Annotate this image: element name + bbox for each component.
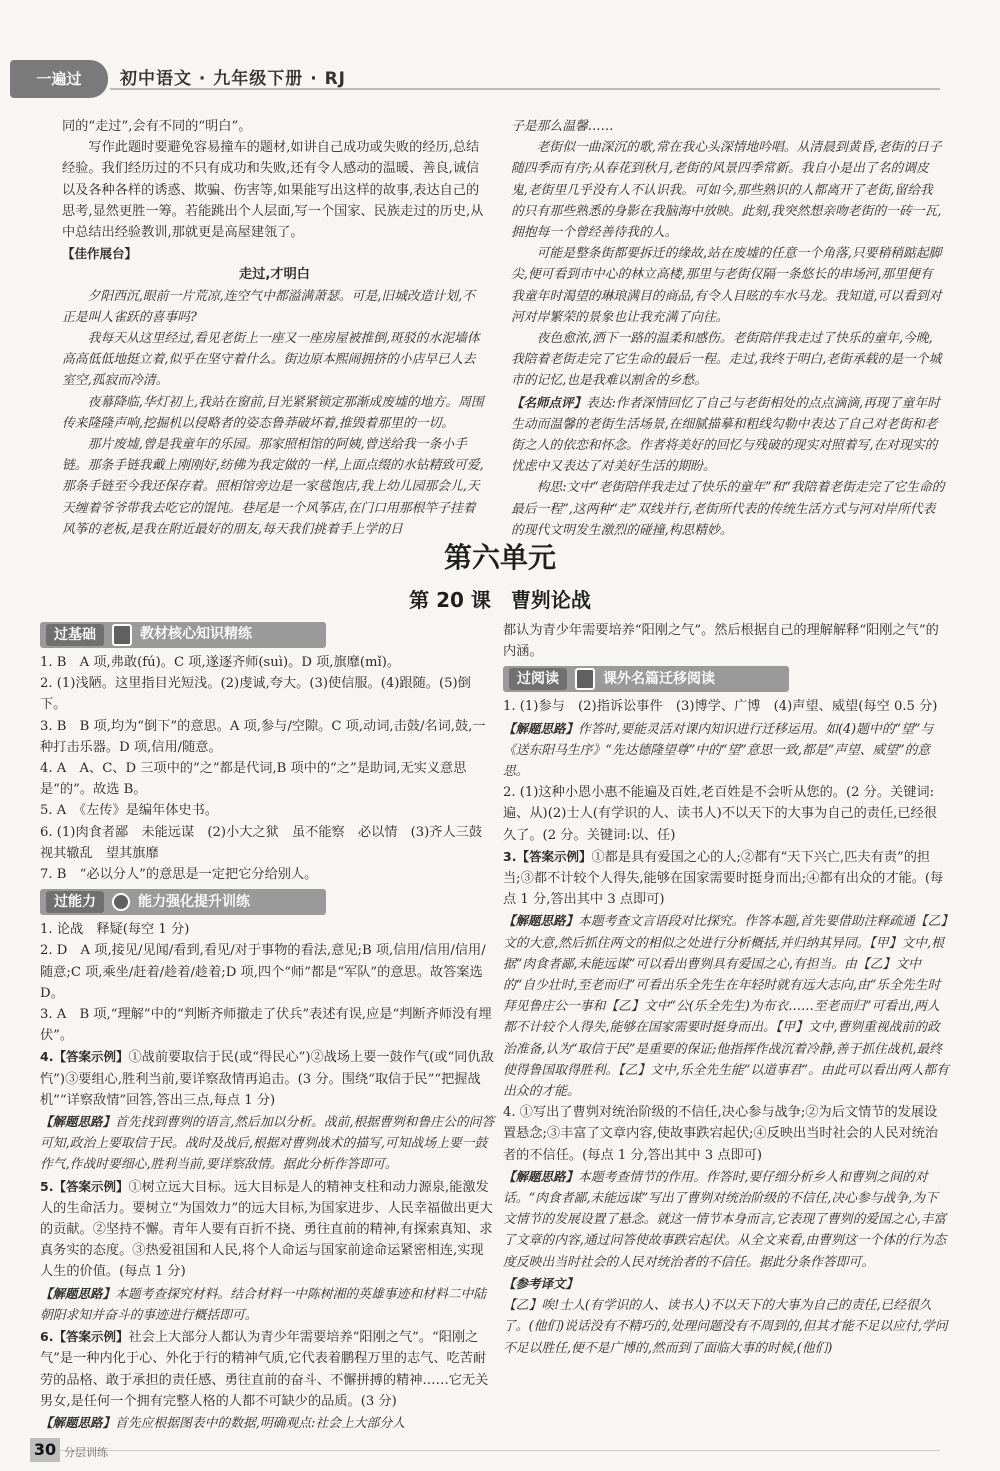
tip: 首先找到曹刿的语言,然后加以分析。战前,根据曹刿和鲁庄公的问答可知,政治上要取信于民。战时及战后,根据对曹刿战术的描写,可知战场上要一鼓作气,作战时要细心,胜利当前,要详察敌情。据此分析作答即可。: [40, 1115, 495, 1173]
paragraph: 老街似一曲深沉的歌,常在我心头深情地吟唱。从清晨到黄昏,老街的日子随四季而有序;从春花到秋月,老街的风景四季常新。我自小是出了名的调皮鬼,老街里几乎没有人不认识我。可如今,那些熟识的人都离开了老街,留给我的只有那些熟悉的身影在我脑海中放映。此刻,我突然想亲吻老街的一砖一瓦,拥抱每一个曾经善待我的人。: [511, 140, 942, 241]
lesson-title: 第 20 课 曹刿论战: [409, 588, 591, 612]
answers-right-column: [503, 620, 950, 1359]
answer-label: 3.【答案示例】: [503, 848, 592, 864]
section-heading: 课外名篇迁移阅读: [603, 670, 715, 687]
page-header: [0, 0, 1000, 112]
paragraph: 表达:作者深情回忆了自己与老街相处的点点滴滴,再现了童年时生动而温馨的老街生活场景,在细腻描摹和粗线勾勒中表达了自己对老街和老街之人的依恋和怀念。作者将美好的回忆与残破的现实对照着写,在对现实的忧虑中又表达了对美好生活的期盼。: [511, 395, 940, 475]
tip-label: 【解题思路】: [40, 1414, 116, 1430]
answer: 2. (1)这种小恩小惠不能遍及百姓,老百姓是不会听从您的。(2 分。关键词:遍、从)(2)士人(有学识的人、读书人)不以天下的大事为自己的责任,已经很久了。(2 分。关键词:以、任): [503, 785, 937, 843]
answer: 7. B “必以分人”的意思是一定把它分给别人。: [40, 867, 318, 883]
answer: 6. (1)肉食者鄙 未能远谋 (2)小大之狱 虽不能察 必以情 (3)齐人三鼓 视其辙乱 望其旗靡: [40, 824, 496, 861]
section-label: 【佳作展台】: [62, 246, 138, 262]
paragraph: 夜色愈浓,洒下一路的温柔和感伤。老街陪伴我走过了快乐的童年,今晚,我陪着老街走完了它生命的最后一程。走过,我终于明白,老街承载的是一个城市的记忆,也是我难以割舍的乡愁。: [511, 331, 942, 389]
tip: 作答时,要能灵活对课内知识进行迁移运用。如(4)题中的“望”与《送东阳马生序》“先达德隆望尊”中的“望”意思一致,都是“声望、威望”的意思。: [503, 721, 934, 780]
answer: 1. 论战 释疑(每空 1 分): [40, 922, 190, 938]
tip-label: 【解题思路】: [40, 1114, 116, 1130]
translation-label: 【参考译文】: [503, 1275, 579, 1291]
section-heading: 能力强化提升训练: [138, 893, 250, 910]
essay-guide-column: [62, 116, 487, 540]
book-title: 初中语文 · 九年级下册 · RJ: [120, 69, 347, 89]
answer: 3. B B 项,均为“倒下”的意思。A 项,参与/空隙。C 项,动词,击鼓/名词,鼓,一种打击乐器。D 项,信用/随意。: [40, 718, 486, 755]
brand-logo: 一遍过: [10, 60, 108, 98]
answer-label: 6.【答案示例】: [40, 1329, 129, 1345]
translation: 【乙】唉!士人(有学识的人、读书人)不以天下的大事为自己的责任,已经很久了。(他们)说话没有不精巧的,处理问题没有不周到的,但其才能不足以应付,学问不足以胜任,便不是广博的,然而到了面临大事的时候,(他们): [503, 1298, 948, 1356]
answer: 1. B A 项,弗敢(fú)。C 项,遂逐齐师(suì)。D 项,旗靡(mǐ)。: [40, 655, 401, 670]
notebook-icon: [112, 624, 132, 646]
paragraph: 同的“走过”,会有不同的“明白”。: [62, 119, 252, 134]
paragraph: 那片废墟,曾是我童年的乐园。那家照相馆的阿姨,曾送给我一条小手链。那条手链我戴上刚刚好,纺佛为我定做的一样,上面点缀的水钻精致可爱,那条手链至今我还保存着。照相馆旁边是一家毯饱店,我上幼儿园那会儿,天天缠着爷爷带我去吃它的馄饨。巷尾是一个风筝店,在门口用那根竿子挂着风筝的老板,是我在附近最好的朋友,每天我们挑着手上学的日: [62, 437, 484, 537]
page-number: 30: [30, 1438, 60, 1462]
essay-continued-column: [511, 116, 945, 541]
answer: ①树立远大目标。远大目标是人的精神支柱和动力源泉,能激发人的生命活力。要树立“为国效力”的远大目标,为国家进步、人民幸福做出更大的贡献。②坚持不懈。青年人要有百折不挠、勇往直前的精神,有探索真知、求真务实的态度。③热爱祖国和人民,将个人命运与国家前途命运紧密相连,实现人生的价值。(每点 1 分): [40, 1179, 493, 1280]
footer-rule: [60, 1450, 940, 1451]
answer: 2. D A 项,接见/见闻/看到,看见/对于事物的看法,意见;B 项,信用/信用/信用/随意;C 项,乘坐/赶着/趁着/趁着;D 项,四个“师”都是“军队”的意思。故答案选 D。: [40, 943, 486, 1001]
answer: 5. A 《左传》是编年体史书。: [40, 803, 218, 819]
section-bar-reading: [503, 666, 789, 692]
paragraph: 可能是整条街都要拆迁的缘故,站在废墟的任意一个角落,只要稍稍踮起脚尖,便可看到市中心的林立高楼,那里与老街仅隔一条悠长的串场河,那里便有我童年时渴望的琳琅满目的商品,有令人目眩的车水马龙。我知道,可以看到对河对岸繁荣的景象也让我充满了向往。: [511, 246, 942, 325]
answer: 4. A A、C、D 三项中的“之”都是代词,B 项中的“之”是助词,无实义意思是“的”。故选 B。: [40, 761, 467, 798]
tip: 本题考查情节的作用。作答时,要仔细分析乡人和曹刿之间的对话。“肉食者鄙,未能远谋”写出了曹刿对统治阶级的不信任,决心参与战争,为下文情节的发展设置了悬念。就这一情节本身而言,它表现了曹刿的爱国之心,丰富了文章的内容,通过问答使故事跌宕起伏。从全文来看,由曹刿这一个体的行为态度反映出当时社会的人民对统治者的不信任。据此分条作答即可。: [503, 1169, 947, 1270]
essay-title: 走过,才明白: [239, 267, 310, 283]
answers-left-column: [40, 626, 496, 1434]
paragraph: 写作此题时要避免容易撞车的题材,如讲自己成功或失败的经历,总结经验。我们经历过的不只有成功和失败,还有令人感动的温暖、善良,诚信以及各种各样的诱惑、欺骗、伤害等,如果能写出这样的故事,表达自己的思考,显然更胜一筹。若能跳出个人层面,写一个国家、民族走过的历史,从中总结出经验教训,那就更是高屋建瓴了。: [62, 140, 484, 241]
section-bar-ability: [40, 889, 326, 915]
section-bar-basics: [40, 622, 326, 648]
section-tag: 过基础: [46, 624, 104, 646]
answer: 2. (1)浅陋。这里指目光短浅。(2)虔诚,夸大。(3)使信服。(4)跟随。(5)倒下。: [40, 676, 471, 713]
paragraph: 我每天从这里经过,看见老街上一座又一座房屋被推倒,斑驳的水泥墙体高高低低地挺立着,似乎在坚守着什么。街边原本熙闹拥挤的小店早已人去室空,孤寂而冷清。: [62, 331, 480, 389]
section-label: 【名师点评】: [511, 394, 587, 410]
tip-label: 【解题思路】: [503, 1168, 579, 1184]
answer: ①都是具有爱国之心的人;②都有“天下兴亡,匹夫有责”的担当;③都不计较个人得失,能够在国家需要时挺身而出;④都有出众的才能。(每点 1 分,答出其中 3 点即可): [503, 849, 944, 908]
tip-label: 【解题思路】: [40, 1285, 116, 1301]
answer: 社会上大部分人都认为青少年需要培养“阳刚之气”。“阳刚之气”是一种内化于心、外化于行的精神气质,它代表着鹏程万里的志气、吃苦耐劳的品格、敢于承担的责任感、勇往直前的奋斗、不懈拼搏的精神……它无关男女,是任何一个拥有完整人格的人都不可缺少的品质。(3 分): [40, 1330, 489, 1409]
tip: 本题考查文言语段对比探究。作答本题,首先要借助注释疏通【乙】文的大意,然后抓住两文的相似之处进行分析概括,并归纳其异同。【甲】文中,根据“肉食者鄙,未能远谋”可以看出曹刿具有爱国之心,有担当。由【乙】文中的“自少壮时,至老而归”可看出乐全先生在年轻时就有远大志向,由“乐全先生时拜见鲁庄公一事和【乙】文中“公(乐全先生)为布衣……至老而归”可看出,两人都不计较个人得失,能够在国家需要时挺身而出。【甲】文中,曹刿重视战前的政治准备,认为“取信于民”是重要的保证;他指挥作战沉着冷静,善于抓住战机,最终使得鲁国取得胜利。【乙】文中,乐全先生能“以道事君”。由此可以看出两人都有出众的才能。: [503, 914, 949, 1100]
tip-label: 【解题思路】: [503, 913, 579, 929]
answer-label: 4.【答案示例】: [40, 1049, 129, 1065]
paragraph: 构思:文中“老街陪伴我走过了快乐的童年”和“我陪着老街走完了它生命的最后一程”,这两种“走”双线并行,老街所代表的传统生活方式与河对岸所代表的现代文明发生激烈的碰撞,构思精妙。: [511, 480, 945, 538]
tip: 首先应根据图表中的数据,明确观点:社会上大部分人: [115, 1415, 405, 1431]
answer: 都认为青少年需要培养“阳刚之气”。然后根据自己的理解解释“阳刚之气”的内涵。: [503, 623, 939, 660]
answer: ①战前要取信于民(或“得民心”)②战场上要一鼓作气(或“同仇敌忾”)③要组心,胜利当前,要详察敌情再追击。(3 分。围绕“取信于民”“把握战机”“详察敌情”回答,答出三点,每点 1 分): [40, 1050, 494, 1108]
footer-label: 分层训练: [64, 1446, 108, 1459]
paragraph: 夜幕降临,华灯初上,我站在窗前,目光紧紧锁定那渐成废墟的地方。周围传来隆隆声响,挖掘机以侵略者的姿态鲁莽破坏着,推毁着那里的一切。: [62, 394, 484, 431]
paragraph: 夕阳西沉,眼前一片荒凉,连空气中都溢满萧瑟。可是,旧城改造计划,不正是叫人雀跃的喜事吗?: [62, 288, 475, 325]
answer: 4. ①写出了曹刿对统治阶级的不信任,决心参与战争;②为后文情节的发展设置悬念;③丰富了文章内容,使故事跌宕起伏;④反映出当时社会的人民对统治者的不信任。(每点 1 分,答出其中 3 点即可): [503, 1105, 939, 1163]
answer: 3. A B 项,“理解”中的“判断齐师撤走了伏兵”表述有误,应是“判断齐师没有埋伏”。: [40, 1007, 492, 1044]
section-tag: 过能力: [46, 891, 104, 913]
tip-label: 【解题思路】: [503, 720, 579, 736]
section-heading: 教材核心知识精练: [140, 626, 252, 643]
tip: 本题考查探究材料。结合材料一中陈树湘的英雄事迹和材料二中陆朝阳求知并奋斗的事迹进行概括即可。: [40, 1286, 487, 1323]
paragraph: 子是那么温馨……: [511, 119, 614, 134]
unit-title: 第六单元: [443, 541, 556, 574]
header-rule: [110, 88, 940, 90]
medal-icon: [112, 893, 130, 911]
book-icon: [575, 668, 595, 690]
section-tag: 过阅读: [509, 668, 567, 690]
answer: 1. (1)参与 (2)指诉讼事件 (3)博学、广博 (4)声望、威望(每空 0.5 分): [503, 699, 938, 715]
answer-label: 5.【答案示例】: [40, 1178, 129, 1194]
